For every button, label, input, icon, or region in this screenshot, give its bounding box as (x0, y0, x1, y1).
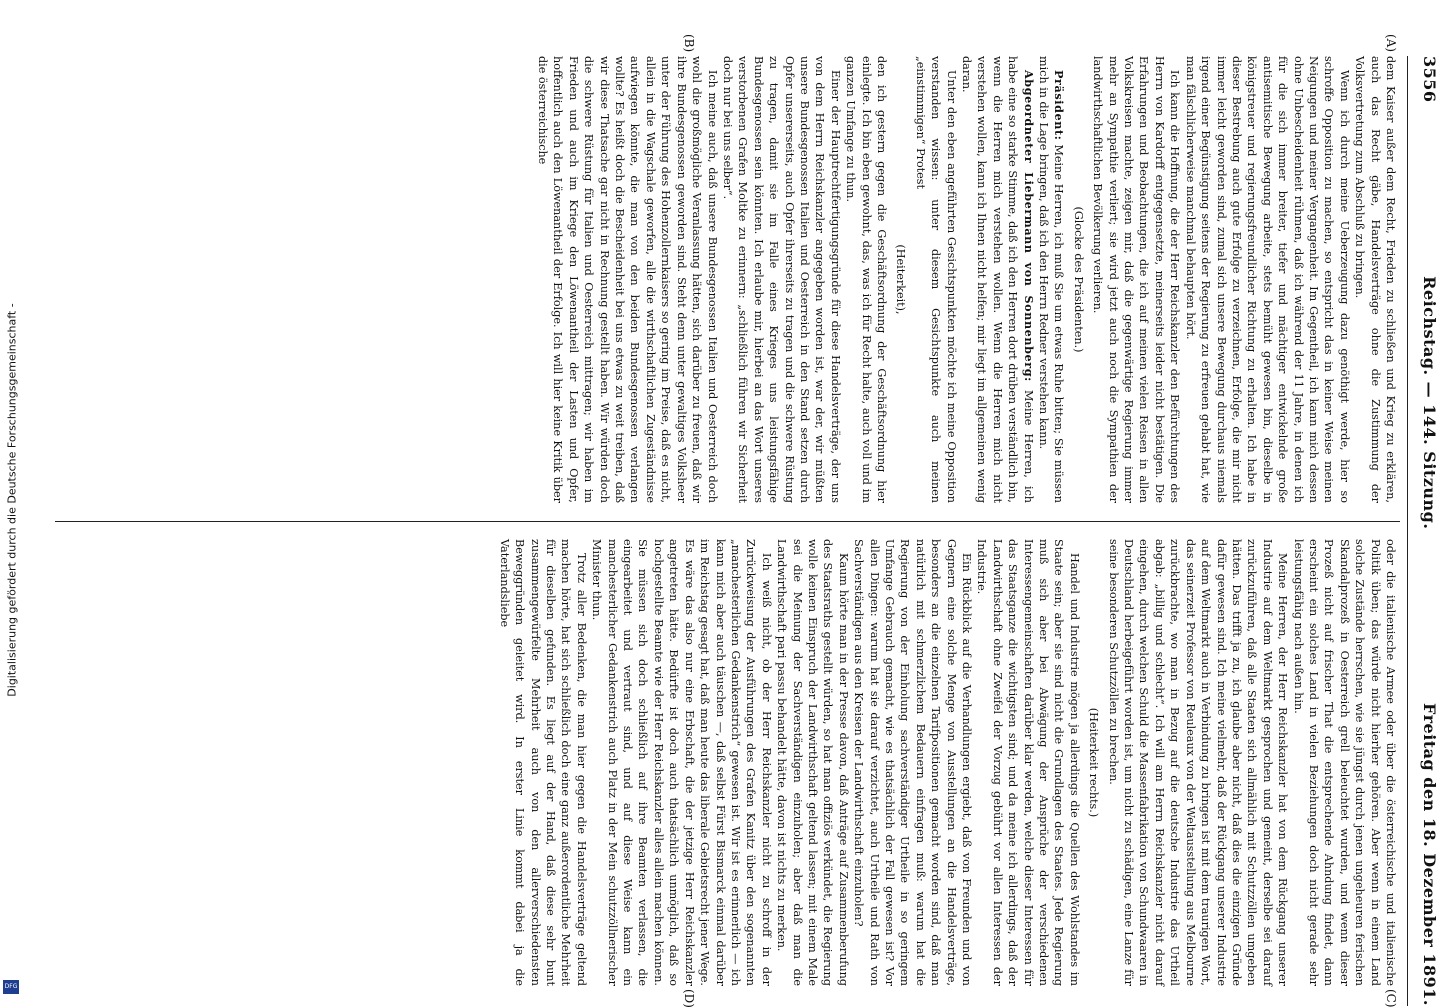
paragraph: den ich gestern gegen die Geschäftsordnung der Geschäftsordnung hier einlegte. Ich bin eben gewohnt, das, was ich für Recht halte, auch voll und im ganzen Umfange zu thun. (844, 56, 888, 503)
margin-marker-d: (D) (682, 989, 696, 1008)
digitization-notice: Digitalisierung gefördert durch die Deutsche Forschungsgemeinschaft - (5, 303, 19, 697)
margin-marker-c: (C) (1384, 989, 1398, 1008)
margin-marker-b: (B) (682, 34, 696, 53)
header-rule (1407, 56, 1408, 1006)
session-title: Reichstag. — 144. Sitzung. (1420, 276, 1440, 530)
paragraph: Kaum hörte man in der Presse davon, daß Anträge auf Zusammenberufung des Staatsraths gestellt würden, so hat man offiziös verkündet, die Regierung wolle keinen Einspruch der Landwirthschaft geltend lassen; mit einem Male sei die Meinung der Sachverständigen einzuholen; aber daß man die Landwirthschaft pari passu behandelt hätte, davon ist nichts zu merken. (775, 539, 850, 986)
right-column (496, 539, 1398, 986)
paragraph: Ein Rückblick auf die Verhandlungen ergiebt, daß von Freunden und von Gegnern eine solche Menge von Ausstellungen an die Handelsverträge, besonders an die einzelnen Tarifpositionen gemacht worden sind, daß man natürlich mit schmerzlichem Bedauern einfragen muß: warum hat die Regierung von der Einholung sachverständiger Urtheile in so geringem Umfange Gebrauch gemacht, wie es thatsächlich der Fall gewesen ist? Vor allen Dingen: warum hat sie darauf verzichtet, auch Urtheile und Rath von Sachverständigen aus den Kreisen der Landwirthschaft einzuholen? (852, 539, 974, 986)
paragraph: Trotz aller Bedenken, die man hier gegen die Handelsverträge geltend machen hörte, hat sich schließlich doch eine ganz außerordentliche Mehrheit für dieselben gefunden. Es liegt auf der Hand, daß diese sehr bunt zusammengewürfelte Mehrheit auch von den allerverschiedensten Beweggründen geleitet wird. In erster Linie kommt dabei ja die Vaterlandsliebe (497, 539, 588, 986)
margin-marker-a: (A) (1384, 34, 1398, 53)
paragraph: Unter den eben angeführten Gesichtspunkten möchte ich meine Opposition verstanden wissen: unter diesem Gesichtspunkte auch meinen „einstimmigen“ Protest (913, 56, 958, 503)
paragraph: Einer der Hauptrechtfertigungsgründe für diese Handelsverträge, der uns von dem Herrn Reichskanzler angegeben worden ist, war der, wir müßten unsere Bundesgenossen Italien und Oesterreich in den Stand setzen durch Opfer unsererseits, auch Opfer ihrerseits zu tragen und die schwere Rüstung zu tragen, damit sie im Falle eines Krieges uns leistungsfähige Bundesgenossen sein könnten. Ich erlaube mir, hierbei an das Wort unseres verstorbenen Grafen Moltke zu erinnern: „schließlich führen wir Sicherheit doch nur bei uns selber“. (720, 56, 842, 503)
paragraph: dem Kaiser außer dem Recht, Frieden zu schließen und Krieg zu erklären, auch das Recht gäbe, Handelsverträge ohne die Zustimmung der Volksvertretung zum Abschluß zu bringen. (1353, 56, 1397, 503)
speaker-paragraph (959, 56, 1036, 503)
paragraph: Wenn ich durch meine Ueberzeugung dazu genöthigt werde, hier so schroffe Opposition zu machen, so entspricht das in keiner Weise meinen Neigungen und meiner Vergangenheit. Im Gegentheil, ich kann mich dessen ohne Unbescheidenheit rühmen, daß ich während der 11 Jahre, in denen ich für die sich immer breiter, tiefer und mächtiger entwickelnde große antisemitische Bewegung arbeite, stets bemüht gewesen bin, dieselbe in königstreuer und regierungsfreundlicher Richtung zu erhalten. Ich habe in dieser Bestrebung auch gute Erfolge zu verzeichnen, Erfolge, die mir nicht immer leicht geworden sind, zumal sich unsere Bewegung durchaus niemals irgend einer Begünstigung seitens der Regierung zu erfreuen gehabt hat, wie man fälschlicherweise manchmal behaupten hört. (1183, 56, 1351, 503)
stage-direction: (Heiterkeit rechts.) (1087, 707, 1101, 818)
rotated-content (40, 34, 1448, 1008)
page-header (1412, 56, 1448, 1006)
paragraph: Meine Herren, der Herr Reichskanzler hat von dem Rückgang unserer Industrie auf dem Weltmarkt gesprochen und gemeint, derselbe sei darauf zurückzuführen, daß alle Staaten sich allmählich mit Schutzzöllen umgeben hätten. Das trifft ja zu, ich glaube aber nicht, daß dies die einzigen Gründe dafür gewesen sind. Ich meine vielmehr, daß der Rückgang unserer Industrie auf dem Weltmarkt auch in Verbindung zu bringen ist mit dem traurigen Wort, das seinerzeit Professor von Reuleaux von der Weltausstellung aus Melbourne zurückbrachte, wo man in Bezug auf die deutsche Industrie das Urtheil abgab: „billig und schlecht“. Ich will am Herrn Reichskanzler nicht darauf eingehen, durch welchen Schuld die Massenfabrikation von Schundwaaren in Deutschland herbeigeführt worden ist, um nicht zu schädigen, eine Lanze für seine besonderen Schutzzöllen zu brechen. (1106, 539, 1290, 986)
speech-text: Meine Herren, ich muß Sie um etwas Ruhe bitten; Sie müssen mich in die Lage bringen, daß ich den Herrn Redner verstehen kann. (1037, 56, 1066, 503)
paragraph: Ich weiß nicht, ob der Herr Reichskanzler nicht zu schroff in der Zurückweisung der Ausführungen des Grafen Kanitz über den sogenannten „manchesterlichen Gedankenstrich“ gewesen ist. Wir ist es erinnerlich — ich kann mich aber auch täuschen —, daß selbst Fürst Bismarck einmal darüber im Reichstag gesagt hat, daß man heute das liberale Gebietsrecht jener Wege. Es wäre das also nur eine Erbschaft, die der jetzige Herr Reichskanzler angetreten hätte. Bedürfte ist doch auch thatsächlich unmöglich, daß so hochgestellte Beamte wie der Herr Reichskanzler alles allein machen können. Sie müssen sich doch schließlich auf ihre Beamten verlassen, die eingearbeitet und vertraut sind, und auf diese Weise kann ein manchesterlicher Gedankenstrich auch Platz in der Mein schutzzöllnerischer Minister thun. (590, 539, 773, 986)
stage-direction: (Glocke des Präsidenten.) (1071, 206, 1085, 353)
paragraph: Handel und Industrie mögen ja allerdings die Quellen des Wohlstandes im Staate sein; aber sie sind nicht die Grundlagen des Staates. Jede Regierung muß sich aber bei Abwägung der Ansprüche der verschiedenen Interessengemeinschaften darüber klar werden, welche dieser Interessen für das Staatsganze die wichtigsten sind; und da meine ich allerdings, daß der Landwirthschaft ohne Zweifel der Vorzug gebührt vor allen Interessen der Industrie. (975, 539, 1081, 986)
column-rule (55, 521, 1400, 522)
stage-direction: (Heiterkeit), (894, 244, 908, 315)
session-date: Freitag den 18. Dezember 1891. (1420, 703, 1440, 1006)
speaker-name: Präsident: (1052, 70, 1067, 141)
left-column (535, 56, 1398, 503)
speaker-name: Abgeordneter Liebermann von Sonnenberg: (1021, 70, 1036, 382)
speech-text: Meine Herren, ich habe eine so starke Stimme, daß ich den Herren dort drüben verständlich bin, wenn die Herren mich verstehen wollen. Wenn die Herren mich nicht verstehen wollen, kann ich Ihnen nicht helfen; mir liegt im allgemeinen wenig daran. (960, 56, 1035, 503)
paragraph: Ich kann die Hoffnung, die der Herr Reichskanzler den Befürchtungen des Herrn von Kardorff entgegensetzte, meinerseits leider nicht bestätigen. Die Erfahrungen und Beobachtungen, die ich auf meinen vielen Reisen in allen Volkskreisen machte, zeigen mir, daß die gegenwärtige Regierung immer mehr an Sympathie verliert; sie wird jetzt auch noch die Sympathien der landwirthschaftlichen Bevölkerung verlieren. (1091, 56, 1182, 503)
footer-strip (0, 0, 24, 1000)
paragraph: Ich meine auch, daß unsere Bundesgenossen Italien und Oesterreich doch wohl die großmögliche Veranlassung hätten, sich darüber zu freuen, daß wir ihre Bundesgenossen geworden sind. Steht denn unter gewaltiges Volksheer unter der Führung des Hohenzollernkaisers so gering im Preise, daß es nicht, allein in die Wagschale geworfen, alle die wirthschaftlichen Zugeständnisse aufwiegen könnte, die man von den beiden Bundesgenossen verlangen wollte? Es heißt doch die Bescheidenheit bei uns etwas zu weit treiben, daß wir diese Thatsache gar nicht in Rechnung gestellt haben. Wir würden doch die schwere Rüstung für Italien und Oesterreich mittragen; wir haben im Frieden und auch im Kriege den Löwenantheil der Lasten und Opfer, hoffentlich auch den Löwenantheil der Erfolge. Ich will hier keine Kritik über die österreichische (536, 56, 719, 503)
dfg-logo: DFG (3, 980, 19, 994)
page-number: 3556 (1420, 56, 1440, 103)
speaker-paragraph (1036, 56, 1067, 503)
paragraph: oder die italienische Armee oder über die österreichische und italienische Politik üben; das würde nicht hierher gehören. Aber wenn in einem Land solche Zustände herrschen, wie sie jüngst durch jenen ungeheuren ferischen Skandalprozeß in Oesterreich grell beleuchtet wurden, und wenn dieser Prozeß nicht auf frischer That die entsprechende Ahndung findet, dann erscheint ein solches Land in vielen Beziehungen doch nicht gerade sehr leistungsfähig nach außen hin. (1291, 539, 1397, 986)
